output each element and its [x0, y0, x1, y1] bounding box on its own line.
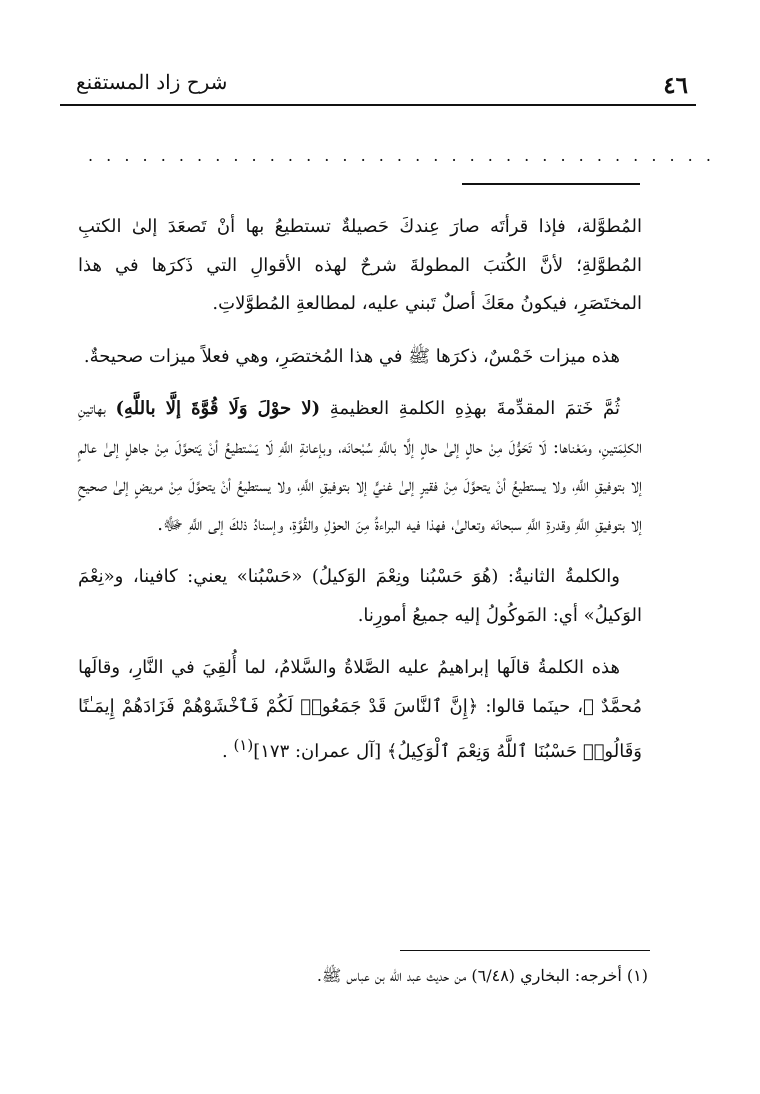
- book-title: شرح زاد المستقنع: [76, 70, 228, 94]
- paragraph-3-body: بهاتينِ الكلِمَتينِ، ومَعْناها: لَا تَحَوُّلَ مِنْ حالٍ إلىٰ حالٍ إلَّا باللَّهِ سُبْحانَه، وبإعانةِ اللَّهِ لَا يَسْتطيعُ أنْ يَتحوَّلَ مِنْ جاهلٍ إلىٰ عالمٍ إلا بتوفيقِ اللَّهِ، ولا يستطيعُ أنْ يتحوَّلَ مِنْ فقيرٍ إلىٰ غنيٍّ إلا بتوفيقِ اللَّهِ، ولا يستطيعُ أنْ يتحوَّلَ مِنْ مريضٍ إلىٰ صحيحٍ إلا بتوفيقِ اللَّهِ وقدرةِ اللَّهِ سبحانَه وتعالىٰ، فهذا فيه البراءةُ مِنَ الحوْلِ والقُوَّةِ، وإسنادُ ذلكَ إلى اللَّهِ ﷻ.: [78, 398, 642, 535]
- separator-dots: . . . . . . . . . . . . . . . . . . . . . . . . . . . . . . . . . . .: [88, 146, 715, 165]
- paragraph-2-text: هذه ميزات خَمْسٌ، ذكرَها ﷺ في هذا المُختصَرِ، وهي فعلاً ميزات صحيحةٌ.: [83, 345, 620, 367]
- section-rule: [462, 183, 640, 185]
- paragraph-4-text: والكلمةُ الثانيةُ: (هُوَ حَسْبُنا ونِعْمَ الوَكيلُ) «حَسْبُنا» يعني: كافينا، و«نِعْمَ الوَكيلُ» أي: المَوكُولُ إليه جميعُ أمورِنا.: [78, 566, 642, 626]
- page-header: [60, 62, 696, 104]
- la-hawla-phrase: (لا حوْلَ وَلَا قُوَّةَ إلَّا باللَّهِ): [115, 398, 321, 419]
- paragraph-1: المُطوَّلة، فإذا قرأتَه صارَ عِندكَ حَصيلةٌ تستطيعُ بها أنْ تَصعَدَ إلىٰ الكتبِ المُطوَّلةِ؛ لأنَّ الكُتبَ المطولةَ شرحٌ لهذه الأقوالِ التي ذَكرَها في هذا المختَصَرِ، فيكونُ معَكَ أصلٌ تَبني عليه، لمطالعةِ المُطوَّلاتِ.: [78, 216, 642, 314]
- paragraph-5-text: هذه الكلمةُ قالَها إبراهيمُ عليه الصَّلاةُ والسَّلامُ، لما أُلقِيَ في النَّارِ، وقالَها مُحمَّدٌ ﷺ، حينَما قالوا: ﴿إِنَّ ٱلنَّاسَ قَدْ جَمَعُوا۟ لَكُمْ فَٱخْشَوْهُمْ فَزَادَهُمْ إِيمَـٰنًا وَقَالُوا۟ حَسْبُنَا ٱللَّهُ وَنِعْمَ ٱلْوَكِيلُ﴾ [آل عمران: ١٧٣]: [78, 657, 642, 762]
- paragraph-2: [78, 338, 642, 377]
- footnote-reference: (١): [233, 736, 254, 754]
- page-number: ٤٦: [663, 72, 688, 99]
- paragraph-3: [78, 390, 642, 544]
- paragraph-5: هذه الكلمةُ قالَها إبراهيمُ عليه الصَّلاةُ والسَّلامُ، لما أُلقِيَ في النَّارِ، وقالَها مُحمَّدٌ ﷺ، حينَما قالوا: ﴿إِنَّ ٱلنَّاسَ قَدْ جَمَعُوا۟ لَكُمْ فَٱخْشَوْهُمْ فَزَادَهُمْ إِيمَـٰنًا وَقَالُوا۟ حَسْبُنَا ٱللَّهُ وَنِعْمَ ٱلْوَكِيلُ﴾ [آل عمران: ١٧٣]$^{(١)}$ .: [78, 657, 642, 762]
- footnote: (١) أخرجه: البخاري (٦/٤٨) من حديث عبد اللّه بن عباس ﷺ.: [316, 966, 648, 985]
- paragraph-4: [78, 558, 642, 635]
- paragraph-3-lead: ثُمَّ خَتمَ المقدِّمةَ بهذِهِ الكلمةِ العظيمةِ: [329, 398, 620, 419]
- footnote-rule: [400, 950, 650, 951]
- header-rule: [60, 104, 696, 106]
- main-text: [78, 208, 642, 772]
